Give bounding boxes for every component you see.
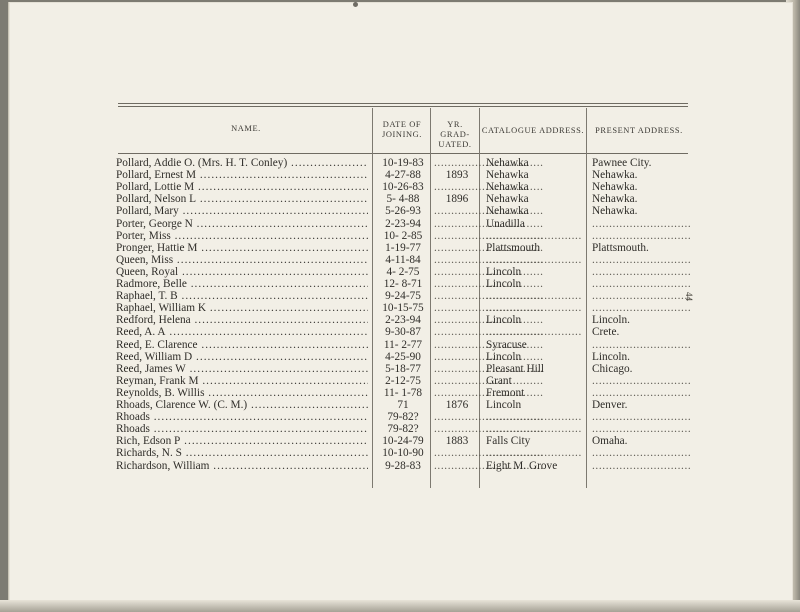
row-date-of-joining: 5- 4-88 <box>386 193 420 206</box>
row-year-graduated <box>434 351 480 363</box>
row-date-of-joining: 5-26-93 <box>385 205 421 218</box>
row-catalogue-address: Pleasant Hill <box>486 362 545 375</box>
row-catalogue-address: Nehawka <box>486 193 529 206</box>
table-row <box>116 218 696 230</box>
header-top-rule-2 <box>118 106 688 107</box>
row-year-graduated <box>434 460 480 472</box>
row-catalogue-address: Lincoln <box>486 350 522 363</box>
row-date-of-joining: 10-24-79 <box>382 435 424 448</box>
table-row <box>116 351 696 363</box>
header-catalogue-address: CATALOGUE ADDRESS. <box>481 126 585 135</box>
row-year-graduated <box>434 157 480 169</box>
row-present-address <box>592 447 692 459</box>
row-year-graduated <box>434 278 480 290</box>
row-catalogue-address <box>486 254 582 266</box>
row-date-of-joining: 11- 2-77 <box>383 338 423 351</box>
table-row <box>116 375 696 387</box>
row-date-of-joining: 1-19-77 <box>385 241 421 254</box>
row-name: Rich, Edson P ..... <box>116 435 368 447</box>
row-catalogue-address <box>486 411 582 423</box>
row-name: Rhoads ..... <box>116 423 368 435</box>
row-year-graduated <box>434 447 480 459</box>
table-row <box>116 157 696 169</box>
row-date-of-joining: 2-12-75 <box>385 374 421 387</box>
row-present-address <box>592 387 692 399</box>
row-name: Pollard, Mary ..... <box>116 205 368 217</box>
row-catalogue-address: Lincoln <box>486 278 522 290</box>
row-present-address: Denver. <box>592 399 628 411</box>
row-catalogue-address: Lincoln <box>486 399 522 411</box>
row-date-of-joining: 5-18-77 <box>385 362 421 375</box>
row-date-of-joining: 4-11-84 <box>385 253 421 266</box>
row-date-of-joining: 10-26-83 <box>382 181 424 194</box>
row-date-of-joining: 9-24-75 <box>385 290 421 303</box>
row-present-address <box>592 230 692 242</box>
row-present-address <box>592 266 692 278</box>
row-year-graduated <box>434 387 480 399</box>
table-row <box>116 169 696 181</box>
row-year-graduated: 1876 <box>445 399 469 411</box>
row-name: Reed, William D ..... <box>116 351 368 363</box>
row-date-of-joining: 79-82? <box>387 411 419 424</box>
row-catalogue-address: Nehawka <box>486 181 529 194</box>
header-date-of-joining: DATE OF JOINING. <box>382 120 422 139</box>
row-year-graduated: 1896 <box>445 193 469 206</box>
row-date-of-joining: 4- 2-75 <box>386 265 420 278</box>
row-date-of-joining: 4-25-90 <box>385 350 421 363</box>
row-catalogue-address: Falls City <box>486 435 531 448</box>
row-present-address <box>592 290 692 302</box>
table-row <box>116 314 696 326</box>
row-catalogue-address <box>486 302 582 314</box>
row-catalogue-address <box>486 447 582 459</box>
row-name: Porter, Miss ..... <box>116 230 368 242</box>
row-name: Rhoads, Clarence W. (C. M.) ..... <box>116 399 368 411</box>
row-name: Pollard, Addie O. (Mrs. H. T. Conley) ..... <box>116 157 368 169</box>
row-date-of-joining: 2-23-94 <box>385 217 421 230</box>
row-present-address: Lincoln. <box>592 314 630 327</box>
row-year-graduated <box>434 266 480 278</box>
row-present-address: Omaha. <box>592 435 628 448</box>
table-row <box>116 363 696 375</box>
table-row <box>116 193 696 205</box>
row-present-address: Lincoln. <box>592 350 630 363</box>
table-row <box>116 399 696 411</box>
row-catalogue-address: Nehawka <box>486 205 529 218</box>
row-name: Pronger, Hattie M ..... <box>116 242 368 254</box>
row-date-of-joining: 9-30-87 <box>385 326 421 339</box>
table-row <box>116 387 696 399</box>
row-present-address: Plattsmouth. <box>592 241 649 254</box>
row-year-graduated <box>434 254 480 266</box>
row-year-graduated <box>434 363 480 375</box>
row-name: Queen, Royal ..... <box>116 266 368 278</box>
row-name: Porter, George N ..... <box>116 218 368 230</box>
row-date-of-joining: 10-19-83 <box>382 157 424 169</box>
row-date-of-joining: 2-23-94 <box>385 314 421 327</box>
row-date-of-joining: 12- 8-71 <box>383 278 423 290</box>
table-row <box>116 205 696 217</box>
table-row <box>116 326 696 338</box>
row-present-address: Pawnee City. <box>592 157 652 169</box>
row-catalogue-address: Fremont <box>486 386 525 399</box>
row-catalogue-address: Eight M. Grove <box>486 459 558 472</box>
row-present-address <box>592 254 692 266</box>
row-catalogue-address: Lincoln <box>486 314 522 327</box>
row-date-of-joining: 11- 1-78 <box>383 386 423 399</box>
row-present-address: Nehawka. <box>592 169 638 182</box>
table-row <box>116 254 696 266</box>
row-present-address <box>592 423 692 435</box>
row-year-graduated <box>434 230 480 242</box>
row-year-graduated <box>434 411 480 423</box>
row-catalogue-address: Lincoln <box>486 265 522 278</box>
row-date-of-joining: 79-82? <box>387 423 419 436</box>
table-row <box>116 435 696 447</box>
row-present-address <box>592 460 692 472</box>
row-present-address <box>592 375 692 387</box>
header-present-address: PRESENT ADDRESS. <box>595 126 683 135</box>
page-edge-bottom <box>0 600 800 612</box>
row-catalogue-address: Nehawka <box>486 169 529 182</box>
header-name: NAME. <box>231 124 261 133</box>
row-catalogue-address: Nehawka <box>486 157 529 169</box>
row-catalogue-address: Syracuse <box>486 338 527 351</box>
row-name: Queen, Miss ..... <box>116 254 368 266</box>
row-year-graduated: 1883 <box>445 435 469 448</box>
row-date-of-joining: 71 <box>397 399 409 411</box>
row-name: Pollard, Lottie M ..... <box>116 181 368 193</box>
row-catalogue-address <box>486 423 582 435</box>
row-name: Reed, E. Clarence ..... <box>116 339 368 351</box>
row-catalogue-address: Unadilla <box>486 217 525 230</box>
row-name: Redford, Helena ..... <box>116 314 368 326</box>
row-present-address: Nehawka. <box>592 181 638 194</box>
row-date-of-joining: 4-27-88 <box>385 169 421 182</box>
row-catalogue-address: Grant <box>486 374 512 387</box>
row-year-graduated <box>434 423 480 435</box>
row-catalogue-address <box>486 290 582 302</box>
row-name: Reyman, Frank M ..... <box>116 375 368 387</box>
row-present-address <box>592 302 692 314</box>
row-present-address: Nehawka. <box>592 193 638 206</box>
row-present-address <box>592 278 692 290</box>
row-name: Radmore, Belle ..... <box>116 278 368 290</box>
row-year-graduated: 1893 <box>445 169 469 182</box>
row-catalogue-address <box>486 326 582 338</box>
row-year-graduated <box>434 326 480 338</box>
row-name: Richards, N. S ..... <box>116 447 368 459</box>
row-present-address <box>592 339 692 351</box>
table-row <box>116 278 696 290</box>
row-present-address <box>592 218 692 230</box>
row-date-of-joining: 10-10-90 <box>382 447 424 460</box>
row-date-of-joining: 10-15-75 <box>382 302 424 315</box>
row-date-of-joining: 10- 2-85 <box>383 229 423 242</box>
row-name: Reynolds, B. Willis ..... <box>116 387 368 399</box>
row-name: Raphael, T. B ..... <box>116 290 368 302</box>
row-name: Pollard, Ernest M ..... <box>116 169 368 181</box>
row-year-graduated <box>434 302 480 314</box>
row-name: Reed, A. A ..... <box>116 326 368 338</box>
table-row <box>116 423 696 435</box>
table-row <box>116 230 696 242</box>
header-yr-graduated: YR. GRAD-UATED. <box>438 120 472 149</box>
row-year-graduated <box>434 339 480 351</box>
table-row <box>116 339 696 351</box>
row-name: Reed, James W ..... <box>116 363 368 375</box>
binding-hole <box>353 2 358 7</box>
table-row <box>116 460 696 472</box>
row-year-graduated <box>434 218 480 230</box>
row-catalogue-address: Plattsmouth <box>486 241 540 254</box>
row-name: Rhoads ..... <box>116 411 368 423</box>
row-name: Richardson, William ..... <box>116 460 368 472</box>
table-row <box>116 290 696 302</box>
page-number: 44 <box>684 292 694 301</box>
row-date-of-joining: 9-28-83 <box>385 459 421 472</box>
row-present-address: Chicago. <box>592 362 633 375</box>
row-year-graduated <box>434 314 480 326</box>
table-row <box>116 266 696 278</box>
row-name: Pollard, Nelson L ..... <box>116 193 368 205</box>
row-year-graduated <box>434 242 480 254</box>
row-year-graduated <box>434 205 480 217</box>
table-row <box>116 447 696 459</box>
row-name: Raphael, William K ..... <box>116 302 368 314</box>
header-bottom-rule <box>118 153 688 154</box>
row-present-address: Nehawka. <box>592 205 638 218</box>
table-row <box>116 302 696 314</box>
row-present-address: Crete. <box>592 326 620 339</box>
table-row <box>116 242 696 254</box>
header-top-rule <box>118 103 688 104</box>
table-row <box>116 411 696 423</box>
row-present-address <box>592 411 692 423</box>
row-year-graduated <box>434 375 480 387</box>
row-catalogue-address <box>486 230 582 242</box>
row-year-graduated <box>434 181 480 193</box>
row-year-graduated <box>434 290 480 302</box>
table-row <box>116 181 696 193</box>
